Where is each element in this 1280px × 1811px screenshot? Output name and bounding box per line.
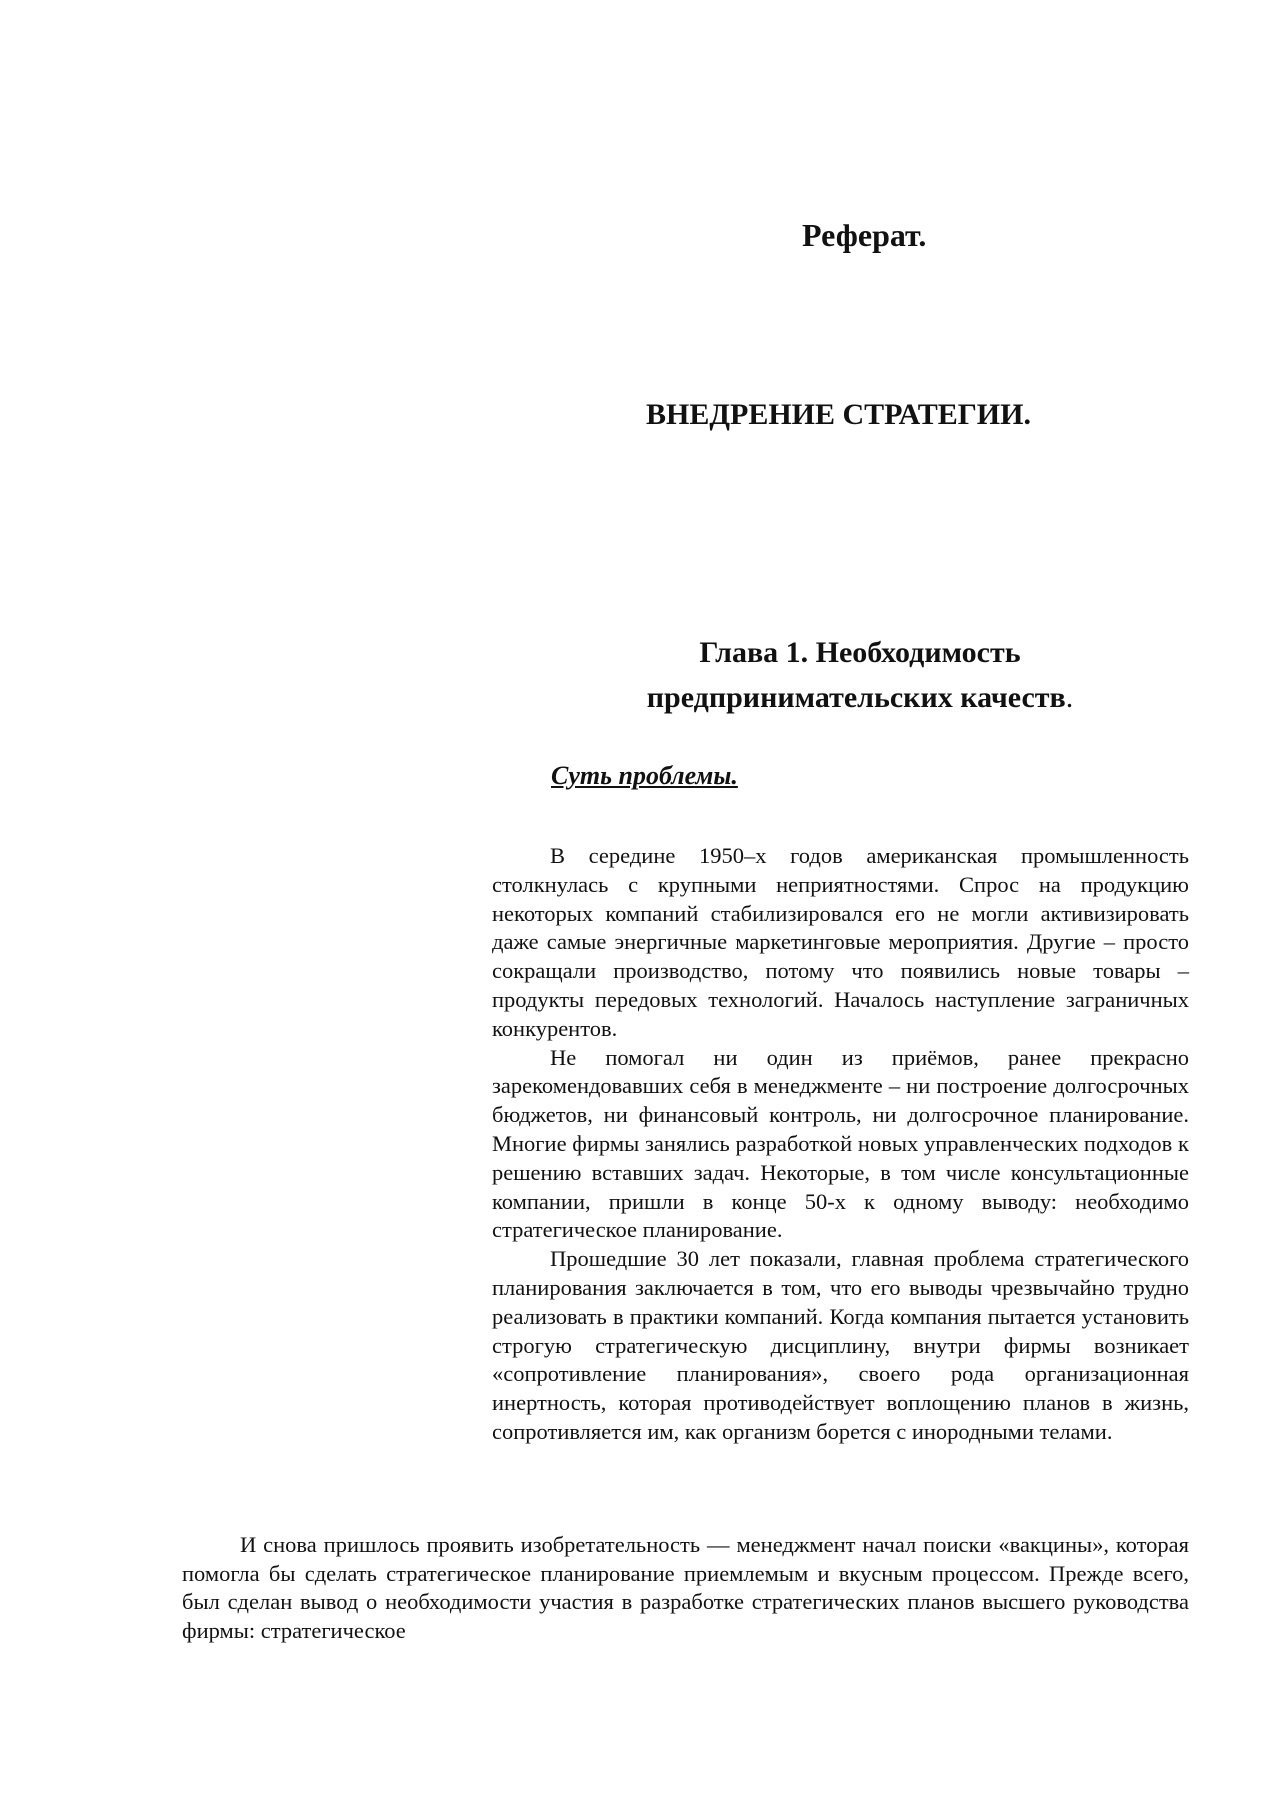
section-heading: Суть проблемы. <box>551 761 738 790</box>
body-text-column <box>492 842 1189 1447</box>
paragraph-2: Не помогал ни один из приёмов, ранее прекрасно зарекомендовавших себя в менеджменте – ни построение долгосрочных бюджетов, ни финансовый контроль, ни долгосрочное планирование. Многие фирмы занялись разработкой новых управленческих подходов к решению вставших задач. Некоторые, в том числе консультационные компании, пришли в конце 50-х к одному выводу: необходимо стратегическое планирование. <box>492 1044 1189 1243</box>
chapter-heading <box>560 630 1160 720</box>
body-text-full-width <box>182 1531 1189 1645</box>
chapter-heading-period: . <box>1065 681 1074 714</box>
document-title: ВНЕДРЕНИЕ СТРАТЕГИИ. <box>646 398 1031 431</box>
paragraph-4: И снова пришлось проявить изобретательность — менеджмент начал поиски «вакцины», которая помогла бы сделать стратегическое планирование приемлемым и вкусным процессом. Прежде всего, был сделан вывод о необходимости участия в разработке стратегических планов высшего руководства фирмы: стратегическое <box>182 1532 1189 1643</box>
chapter-heading-line-2-text: предпринимательских качеств <box>646 681 1066 714</box>
chapter-heading-line-1: Глава 1. Необходимость <box>699 636 1021 669</box>
paragraph-3: Прошедшие 30 лет показали, главная проблема стратегического планирования заключается в том, что его выводы чрезвычайно трудно реализовать в практики компаний. Когда компания пытается установить строгую стратегическую дисциплину, внутри фирмы возникает «сопротивление планирования», своего рода организационная инертность, которая противодействует воплощению планов в жизнь, сопротивляется им, как организм борется с инородными телами. <box>492 1246 1189 1444</box>
document-type-heading: Реферат. <box>802 217 927 253</box>
chapter-heading-line-2 <box>560 675 1160 720</box>
paragraph-1: В середине 1950–х годов американская промышленность столкнулась с крупными неприятностями. Спрос на продукцию некоторых компаний стабилизировался его не могли активизировать даже самые энергичные маркетинговые мероприятия. Другие – просто сокращали производство, потому что появились новые товары – продукты передовых технологий. Началось наступление заграничных конкурентов. <box>492 843 1189 1041</box>
